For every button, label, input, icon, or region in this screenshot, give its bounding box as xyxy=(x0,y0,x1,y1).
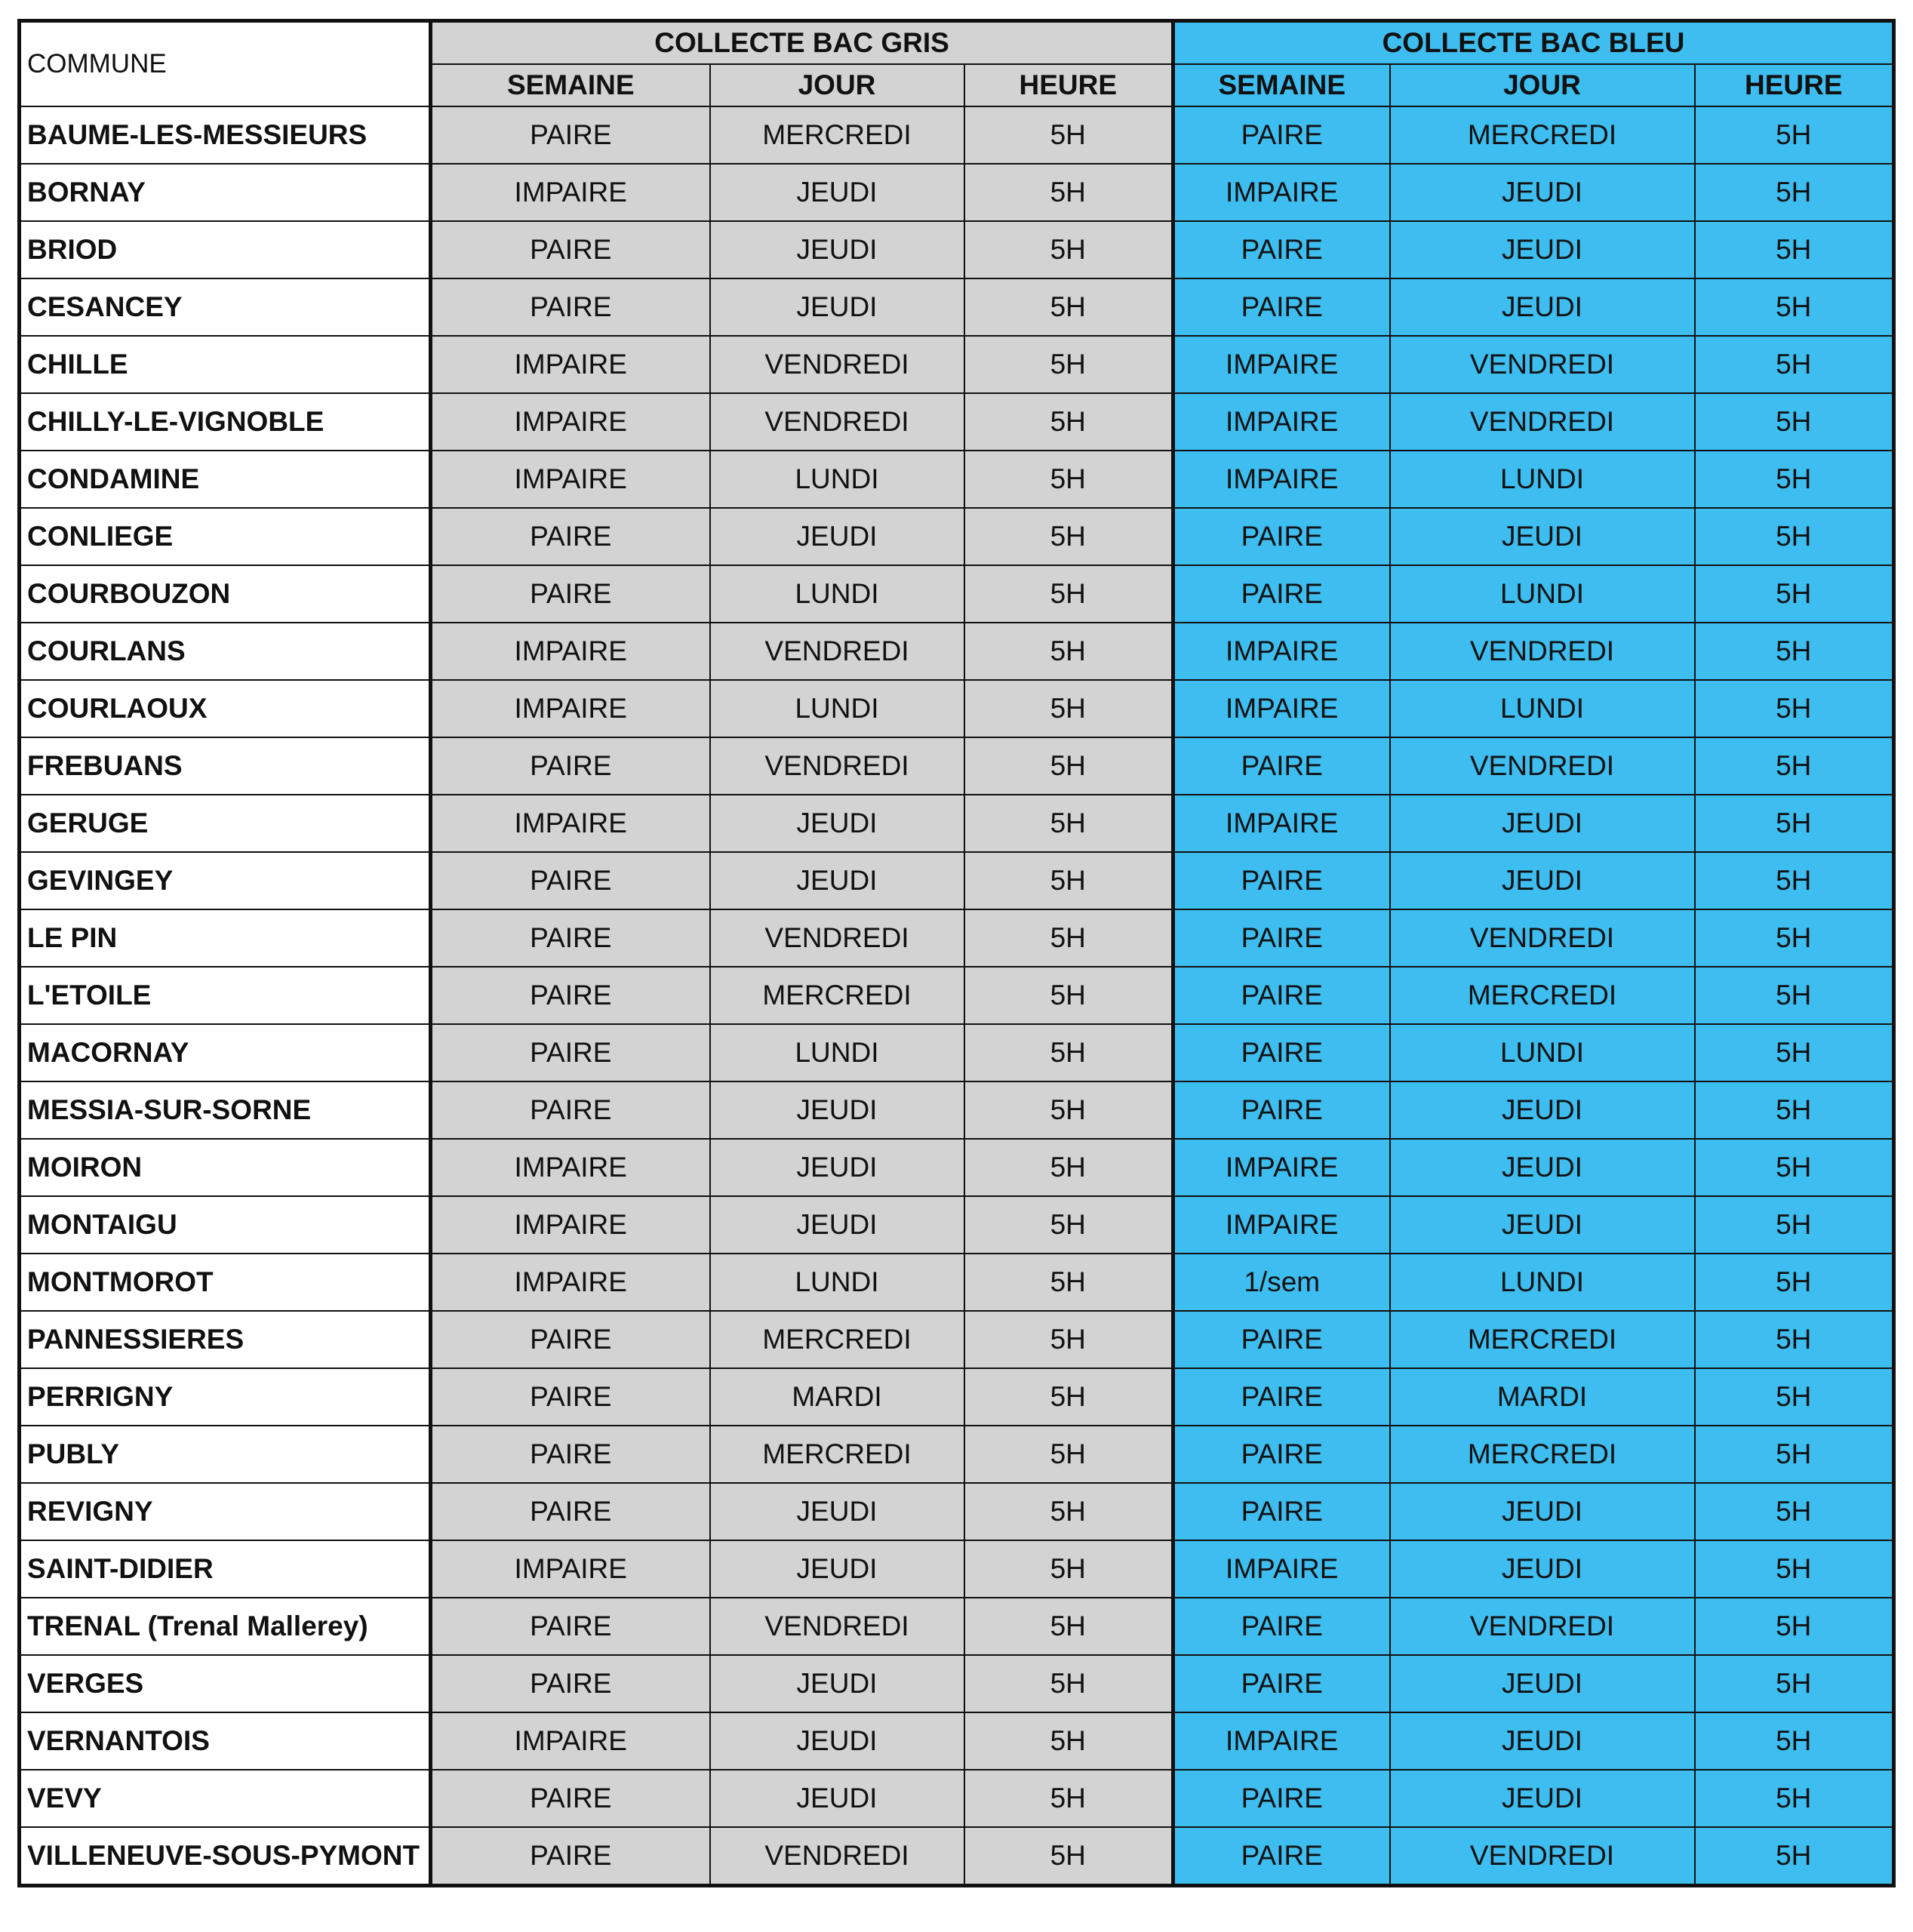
commune-cell: MONTAIGU xyxy=(20,1196,431,1254)
gris-heure-cell: 5H xyxy=(964,680,1173,737)
bleu-jour-cell: MERCREDI xyxy=(1390,106,1695,164)
bleu-jour-cell: VENDREDI xyxy=(1390,1827,1695,1886)
bleu-heure-cell: 5H xyxy=(1695,795,1894,852)
collection-schedule-table xyxy=(17,19,1896,1887)
gris-heure-cell: 5H xyxy=(964,508,1173,565)
table-row xyxy=(20,967,1894,1024)
bleu-jour-cell: LUNDI xyxy=(1390,451,1695,508)
commune-cell: PERRIGNY xyxy=(20,1368,431,1426)
gris-heure-cell: 5H xyxy=(964,852,1173,909)
table-row xyxy=(20,1368,1894,1426)
commune-cell: GERUGE xyxy=(20,795,431,852)
gris-jour-cell: JEUDI xyxy=(710,795,964,852)
bleu-jour-cell: VENDREDI xyxy=(1390,737,1695,795)
gris-semaine-cell: IMPAIRE xyxy=(431,1712,710,1770)
bleu-heure-cell: 5H xyxy=(1695,164,1894,221)
table-row xyxy=(20,1081,1894,1139)
gris-heure-cell: 5H xyxy=(964,1024,1173,1081)
bleu-heure-cell: 5H xyxy=(1695,1024,1894,1081)
gris-semaine-cell: PAIRE xyxy=(431,967,710,1024)
gris-semaine-cell: IMPAIRE xyxy=(431,336,710,393)
gris-semaine-cell: IMPAIRE xyxy=(431,1139,710,1196)
gris-semaine-cell: IMPAIRE xyxy=(431,1196,710,1254)
gris-semaine-cell: PAIRE xyxy=(431,1770,710,1827)
commune-cell: VERNANTOIS xyxy=(20,1712,431,1770)
bleu-semaine-cell: PAIRE xyxy=(1173,1655,1390,1712)
gris-jour-cell: VENDREDI xyxy=(710,1598,964,1655)
bleu-semaine-cell: PAIRE xyxy=(1173,852,1390,909)
bleu-heure-cell: 5H xyxy=(1695,1655,1894,1712)
gris-jour-cell: VENDREDI xyxy=(710,1827,964,1886)
table-row xyxy=(20,278,1894,336)
gris-semaine-cell: PAIRE xyxy=(431,1024,710,1081)
gris-heure-cell: 5H xyxy=(964,336,1173,393)
table-row xyxy=(20,393,1894,451)
commune-cell: REVIGNY xyxy=(20,1483,431,1540)
bleu-heure-cell: 5H xyxy=(1695,508,1894,565)
bleu-semaine-cell: 1/sem xyxy=(1173,1254,1390,1311)
bleu-jour-cell: MERCREDI xyxy=(1390,967,1695,1024)
bleu-semaine-cell: IMPAIRE xyxy=(1173,1540,1390,1598)
bleu-heure-cell: 5H xyxy=(1695,393,1894,451)
gris-semaine-cell: IMPAIRE xyxy=(431,623,710,680)
bleu-heure-cell: 5H xyxy=(1695,909,1894,967)
bleu-semaine-cell: IMPAIRE xyxy=(1173,1712,1390,1770)
bleu-semaine-cell: IMPAIRE xyxy=(1173,795,1390,852)
bleu-semaine-cell: PAIRE xyxy=(1173,508,1390,565)
gris-semaine-cell: IMPAIRE xyxy=(431,451,710,508)
gris-jour-cell: MERCREDI xyxy=(710,1311,964,1368)
gris-heure-cell: 5H xyxy=(964,1655,1173,1712)
table-row xyxy=(20,1770,1894,1827)
gris-jour-cell: VENDREDI xyxy=(710,909,964,967)
bleu-heure-cell: 5H xyxy=(1695,680,1894,737)
commune-cell: MOIRON xyxy=(20,1139,431,1196)
table-row xyxy=(20,1655,1894,1712)
bleu-heure-cell: 5H xyxy=(1695,1540,1894,1598)
gris-jour-cell: VENDREDI xyxy=(710,623,964,680)
bleu-jour-cell: LUNDI xyxy=(1390,1024,1695,1081)
gris-semaine-cell: PAIRE xyxy=(431,1598,710,1655)
bleu-jour-cell: VENDREDI xyxy=(1390,1598,1695,1655)
table-row xyxy=(20,1311,1894,1368)
bleu-semaine-cell: PAIRE xyxy=(1173,909,1390,967)
gris-heure-cell: 5H xyxy=(964,1368,1173,1426)
table-row xyxy=(20,909,1894,967)
gris-jour-cell: JEUDI xyxy=(710,1770,964,1827)
gris-heure-cell: 5H xyxy=(964,623,1173,680)
commune-cell: L'ETOILE xyxy=(20,967,431,1024)
gris-semaine-cell: PAIRE xyxy=(431,1081,710,1139)
table-row xyxy=(20,1483,1894,1540)
gris-heure-cell: 5H xyxy=(964,1254,1173,1311)
gris-semaine-cell: PAIRE xyxy=(431,1426,710,1483)
bleu-semaine-cell: PAIRE xyxy=(1173,565,1390,623)
gris-semaine-cell: PAIRE xyxy=(431,852,710,909)
gris-semaine-cell: PAIRE xyxy=(431,737,710,795)
table-row xyxy=(20,1598,1894,1655)
gris-heure-cell: 5H xyxy=(964,1196,1173,1254)
gris-jour-cell: JEUDI xyxy=(710,278,964,336)
bleu-heure-header: HEURE xyxy=(1695,64,1894,106)
bleu-heure-cell: 5H xyxy=(1695,1368,1894,1426)
table-row xyxy=(20,336,1894,393)
gris-heure-cell: 5H xyxy=(964,1827,1173,1886)
gris-heure-cell: 5H xyxy=(964,1540,1173,1598)
bleu-semaine-cell: PAIRE xyxy=(1173,1024,1390,1081)
gris-jour-cell: LUNDI xyxy=(710,680,964,737)
bleu-semaine-cell: PAIRE xyxy=(1173,1426,1390,1483)
gris-heure-cell: 5H xyxy=(964,909,1173,967)
bleu-jour-cell: JEUDI xyxy=(1390,1655,1695,1712)
bleu-heure-cell: 5H xyxy=(1695,1770,1894,1827)
bleu-heure-cell: 5H xyxy=(1695,1254,1894,1311)
bleu-semaine-cell: PAIRE xyxy=(1173,1827,1390,1886)
gris-semaine-cell: PAIRE xyxy=(431,508,710,565)
table-row xyxy=(20,737,1894,795)
gris-jour-cell: MERCREDI xyxy=(710,1426,964,1483)
gris-jour-cell: JEUDI xyxy=(710,1483,964,1540)
commune-cell: VEVY xyxy=(20,1770,431,1827)
bleu-heure-cell: 5H xyxy=(1695,336,1894,393)
bleu-jour-header: JOUR xyxy=(1390,64,1695,106)
gris-semaine-cell: IMPAIRE xyxy=(431,1254,710,1311)
gris-heure-header: HEURE xyxy=(964,64,1173,106)
gris-semaine-cell: IMPAIRE xyxy=(431,393,710,451)
bleu-semaine-cell: IMPAIRE xyxy=(1173,623,1390,680)
commune-cell: PANNESSIERES xyxy=(20,1311,431,1368)
bac-bleu-group-header: COLLECTE BAC BLEU xyxy=(1173,21,1894,65)
bleu-semaine-header: SEMAINE xyxy=(1173,64,1390,106)
gris-semaine-header: SEMAINE xyxy=(431,64,710,106)
gris-semaine-cell: IMPAIRE xyxy=(431,795,710,852)
commune-cell: COURBOUZON xyxy=(20,565,431,623)
table-row xyxy=(20,1540,1894,1598)
commune-cell: VERGES xyxy=(20,1655,431,1712)
gris-jour-cell: VENDREDI xyxy=(710,737,964,795)
table-row xyxy=(20,852,1894,909)
gris-heure-cell: 5H xyxy=(964,737,1173,795)
bleu-semaine-cell: IMPAIRE xyxy=(1173,1139,1390,1196)
table-row xyxy=(20,1827,1894,1886)
gris-heure-cell: 5H xyxy=(964,106,1173,164)
gris-jour-cell: JEUDI xyxy=(710,1081,964,1139)
gris-jour-cell: LUNDI xyxy=(710,1254,964,1311)
bleu-semaine-cell: PAIRE xyxy=(1173,106,1390,164)
gris-jour-cell: VENDREDI xyxy=(710,336,964,393)
table-row xyxy=(20,106,1894,164)
gris-heure-cell: 5H xyxy=(964,1712,1173,1770)
gris-heure-cell: 5H xyxy=(964,393,1173,451)
bleu-jour-cell: MERCREDI xyxy=(1390,1311,1695,1368)
bleu-semaine-cell: PAIRE xyxy=(1173,221,1390,278)
bleu-semaine-cell: PAIRE xyxy=(1173,278,1390,336)
gris-semaine-cell: PAIRE xyxy=(431,1311,710,1368)
bleu-semaine-cell: PAIRE xyxy=(1173,1311,1390,1368)
commune-cell: GEVINGEY xyxy=(20,852,431,909)
commune-cell: MONTMOROT xyxy=(20,1254,431,1311)
bleu-jour-cell: MARDI xyxy=(1390,1368,1695,1426)
gris-semaine-cell: PAIRE xyxy=(431,106,710,164)
bleu-semaine-cell: PAIRE xyxy=(1173,737,1390,795)
bleu-semaine-cell: PAIRE xyxy=(1173,967,1390,1024)
gris-jour-cell: JEUDI xyxy=(710,1712,964,1770)
commune-cell: SAINT-DIDIER xyxy=(20,1540,431,1598)
gris-semaine-cell: PAIRE xyxy=(431,1655,710,1712)
table-row xyxy=(20,680,1894,737)
table-row xyxy=(20,795,1894,852)
bleu-jour-cell: VENDREDI xyxy=(1390,909,1695,967)
bleu-heure-cell: 5H xyxy=(1695,1598,1894,1655)
bleu-heure-cell: 5H xyxy=(1695,1483,1894,1540)
commune-cell: MESSIA-SUR-SORNE xyxy=(20,1081,431,1139)
bleu-semaine-cell: PAIRE xyxy=(1173,1598,1390,1655)
commune-cell: CHILLY-LE-VIGNOBLE xyxy=(20,393,431,451)
commune-cell: VILLENEUVE-SOUS-PYMONT xyxy=(20,1827,431,1886)
gris-heure-cell: 5H xyxy=(964,1311,1173,1368)
bleu-heure-cell: 5H xyxy=(1695,737,1894,795)
gris-jour-cell: LUNDI xyxy=(710,1024,964,1081)
bleu-heure-cell: 5H xyxy=(1695,852,1894,909)
bleu-semaine-cell: PAIRE xyxy=(1173,1081,1390,1139)
gris-jour-cell: JEUDI xyxy=(710,164,964,221)
bleu-jour-cell: JEUDI xyxy=(1390,1081,1695,1139)
bleu-jour-cell: JEUDI xyxy=(1390,1770,1695,1827)
commune-cell: MACORNAY xyxy=(20,1024,431,1081)
table-row xyxy=(20,1712,1894,1770)
commune-cell: BORNAY xyxy=(20,164,431,221)
gris-jour-cell: VENDREDI xyxy=(710,393,964,451)
table-row xyxy=(20,451,1894,508)
gris-semaine-cell: PAIRE xyxy=(431,565,710,623)
table-row xyxy=(20,508,1894,565)
table-row xyxy=(20,1254,1894,1311)
bleu-jour-cell: JEUDI xyxy=(1390,1712,1695,1770)
gris-heure-cell: 5H xyxy=(964,1598,1173,1655)
gris-jour-header: JOUR xyxy=(710,64,964,106)
table-row xyxy=(20,164,1894,221)
commune-cell: COURLANS xyxy=(20,623,431,680)
bleu-semaine-cell: IMPAIRE xyxy=(1173,1196,1390,1254)
gris-semaine-cell: PAIRE xyxy=(431,1483,710,1540)
gris-semaine-cell: PAIRE xyxy=(431,909,710,967)
bleu-semaine-cell: PAIRE xyxy=(1173,1368,1390,1426)
gris-heure-cell: 5H xyxy=(964,1139,1173,1196)
bleu-semaine-cell: IMPAIRE xyxy=(1173,393,1390,451)
bleu-jour-cell: LUNDI xyxy=(1390,680,1695,737)
gris-heure-cell: 5H xyxy=(964,164,1173,221)
bleu-jour-cell: MERCREDI xyxy=(1390,1426,1695,1483)
gris-heure-cell: 5H xyxy=(964,565,1173,623)
bleu-jour-cell: JEUDI xyxy=(1390,852,1695,909)
bleu-heure-cell: 5H xyxy=(1695,967,1894,1024)
gris-jour-cell: JEUDI xyxy=(710,1655,964,1712)
commune-cell: TRENAL (Trenal Mallerey) xyxy=(20,1598,431,1655)
gris-semaine-cell: PAIRE xyxy=(431,278,710,336)
gris-heure-cell: 5H xyxy=(964,278,1173,336)
bleu-jour-cell: VENDREDI xyxy=(1390,623,1695,680)
gris-heure-cell: 5H xyxy=(964,1483,1173,1540)
commune-cell: CHILLE xyxy=(20,336,431,393)
gris-jour-cell: JEUDI xyxy=(710,1139,964,1196)
table-body xyxy=(20,106,1894,1886)
bleu-jour-cell: JEUDI xyxy=(1390,221,1695,278)
gris-heure-cell: 5H xyxy=(964,967,1173,1024)
gris-jour-cell: JEUDI xyxy=(710,221,964,278)
bleu-semaine-cell: IMPAIRE xyxy=(1173,680,1390,737)
gris-jour-cell: JEUDI xyxy=(710,1540,964,1598)
bleu-heure-cell: 5H xyxy=(1695,623,1894,680)
bleu-jour-cell: VENDREDI xyxy=(1390,393,1695,451)
gris-heure-cell: 5H xyxy=(964,1081,1173,1139)
bleu-jour-cell: JEUDI xyxy=(1390,508,1695,565)
bleu-jour-cell: VENDREDI xyxy=(1390,336,1695,393)
gris-semaine-cell: PAIRE xyxy=(431,1827,710,1886)
bac-gris-group-header: COLLECTE BAC GRIS xyxy=(431,21,1173,65)
bleu-heure-cell: 5H xyxy=(1695,1311,1894,1368)
commune-cell: CESANCEY xyxy=(20,278,431,336)
bleu-jour-cell: LUNDI xyxy=(1390,1254,1695,1311)
gris-jour-cell: JEUDI xyxy=(710,1196,964,1254)
bleu-jour-cell: JEUDI xyxy=(1390,795,1695,852)
group-header-row xyxy=(20,21,1894,65)
bleu-heure-cell: 5H xyxy=(1695,1827,1894,1886)
bleu-heure-cell: 5H xyxy=(1695,1139,1894,1196)
bleu-jour-cell: JEUDI xyxy=(1390,1540,1695,1598)
table-row xyxy=(20,1139,1894,1196)
table-row xyxy=(20,623,1894,680)
gris-semaine-cell: PAIRE xyxy=(431,221,710,278)
commune-cell: BAUME-LES-MESSIEURS xyxy=(20,106,431,164)
gris-heure-cell: 5H xyxy=(964,221,1173,278)
gris-jour-cell: LUNDI xyxy=(710,565,964,623)
bleu-heure-cell: 5H xyxy=(1695,221,1894,278)
gris-jour-cell: MERCREDI xyxy=(710,967,964,1024)
bleu-semaine-cell: IMPAIRE xyxy=(1173,336,1390,393)
gris-jour-cell: MARDI xyxy=(710,1368,964,1426)
bleu-heure-cell: 5H xyxy=(1695,565,1894,623)
bleu-heure-cell: 5H xyxy=(1695,1426,1894,1483)
gris-jour-cell: JEUDI xyxy=(710,508,964,565)
gris-semaine-cell: IMPAIRE xyxy=(431,680,710,737)
commune-cell: FREBUANS xyxy=(20,737,431,795)
bleu-semaine-cell: PAIRE xyxy=(1173,1483,1390,1540)
gris-jour-cell: JEUDI xyxy=(710,852,964,909)
bleu-jour-cell: JEUDI xyxy=(1390,1196,1695,1254)
bleu-jour-cell: JEUDI xyxy=(1390,1483,1695,1540)
bleu-jour-cell: JEUDI xyxy=(1390,1139,1695,1196)
gris-jour-cell: LUNDI xyxy=(710,451,964,508)
commune-cell: CONLIEGE xyxy=(20,508,431,565)
commune-cell: PUBLY xyxy=(20,1426,431,1483)
gris-semaine-cell: PAIRE xyxy=(431,1368,710,1426)
bleu-heure-cell: 5H xyxy=(1695,106,1894,164)
commune-column-header: COMMUNE xyxy=(20,21,431,107)
commune-cell: CONDAMINE xyxy=(20,451,431,508)
bleu-heure-cell: 5H xyxy=(1695,1081,1894,1139)
gris-semaine-cell: IMPAIRE xyxy=(431,1540,710,1598)
bleu-heure-cell: 5H xyxy=(1695,1196,1894,1254)
table-row xyxy=(20,1426,1894,1483)
table-row xyxy=(20,1024,1894,1081)
gris-heure-cell: 5H xyxy=(964,451,1173,508)
table-row xyxy=(20,565,1894,623)
gris-jour-cell: MERCREDI xyxy=(710,106,964,164)
bleu-heure-cell: 5H xyxy=(1695,278,1894,336)
bleu-jour-cell: JEUDI xyxy=(1390,164,1695,221)
table-row xyxy=(20,221,1894,278)
bleu-semaine-cell: IMPAIRE xyxy=(1173,451,1390,508)
commune-cell: LE PIN xyxy=(20,909,431,967)
gris-heure-cell: 5H xyxy=(964,795,1173,852)
bleu-jour-cell: JEUDI xyxy=(1390,278,1695,336)
commune-cell: COURLAOUX xyxy=(20,680,431,737)
commune-cell: BRIOD xyxy=(20,221,431,278)
gris-heure-cell: 5H xyxy=(964,1426,1173,1483)
bleu-jour-cell: LUNDI xyxy=(1390,565,1695,623)
bleu-semaine-cell: IMPAIRE xyxy=(1173,164,1390,221)
bleu-heure-cell: 5H xyxy=(1695,1712,1894,1770)
bleu-heure-cell: 5H xyxy=(1695,451,1894,508)
gris-semaine-cell: IMPAIRE xyxy=(431,164,710,221)
table-row xyxy=(20,1196,1894,1254)
bleu-semaine-cell: PAIRE xyxy=(1173,1770,1390,1827)
gris-heure-cell: 5H xyxy=(964,1770,1173,1827)
